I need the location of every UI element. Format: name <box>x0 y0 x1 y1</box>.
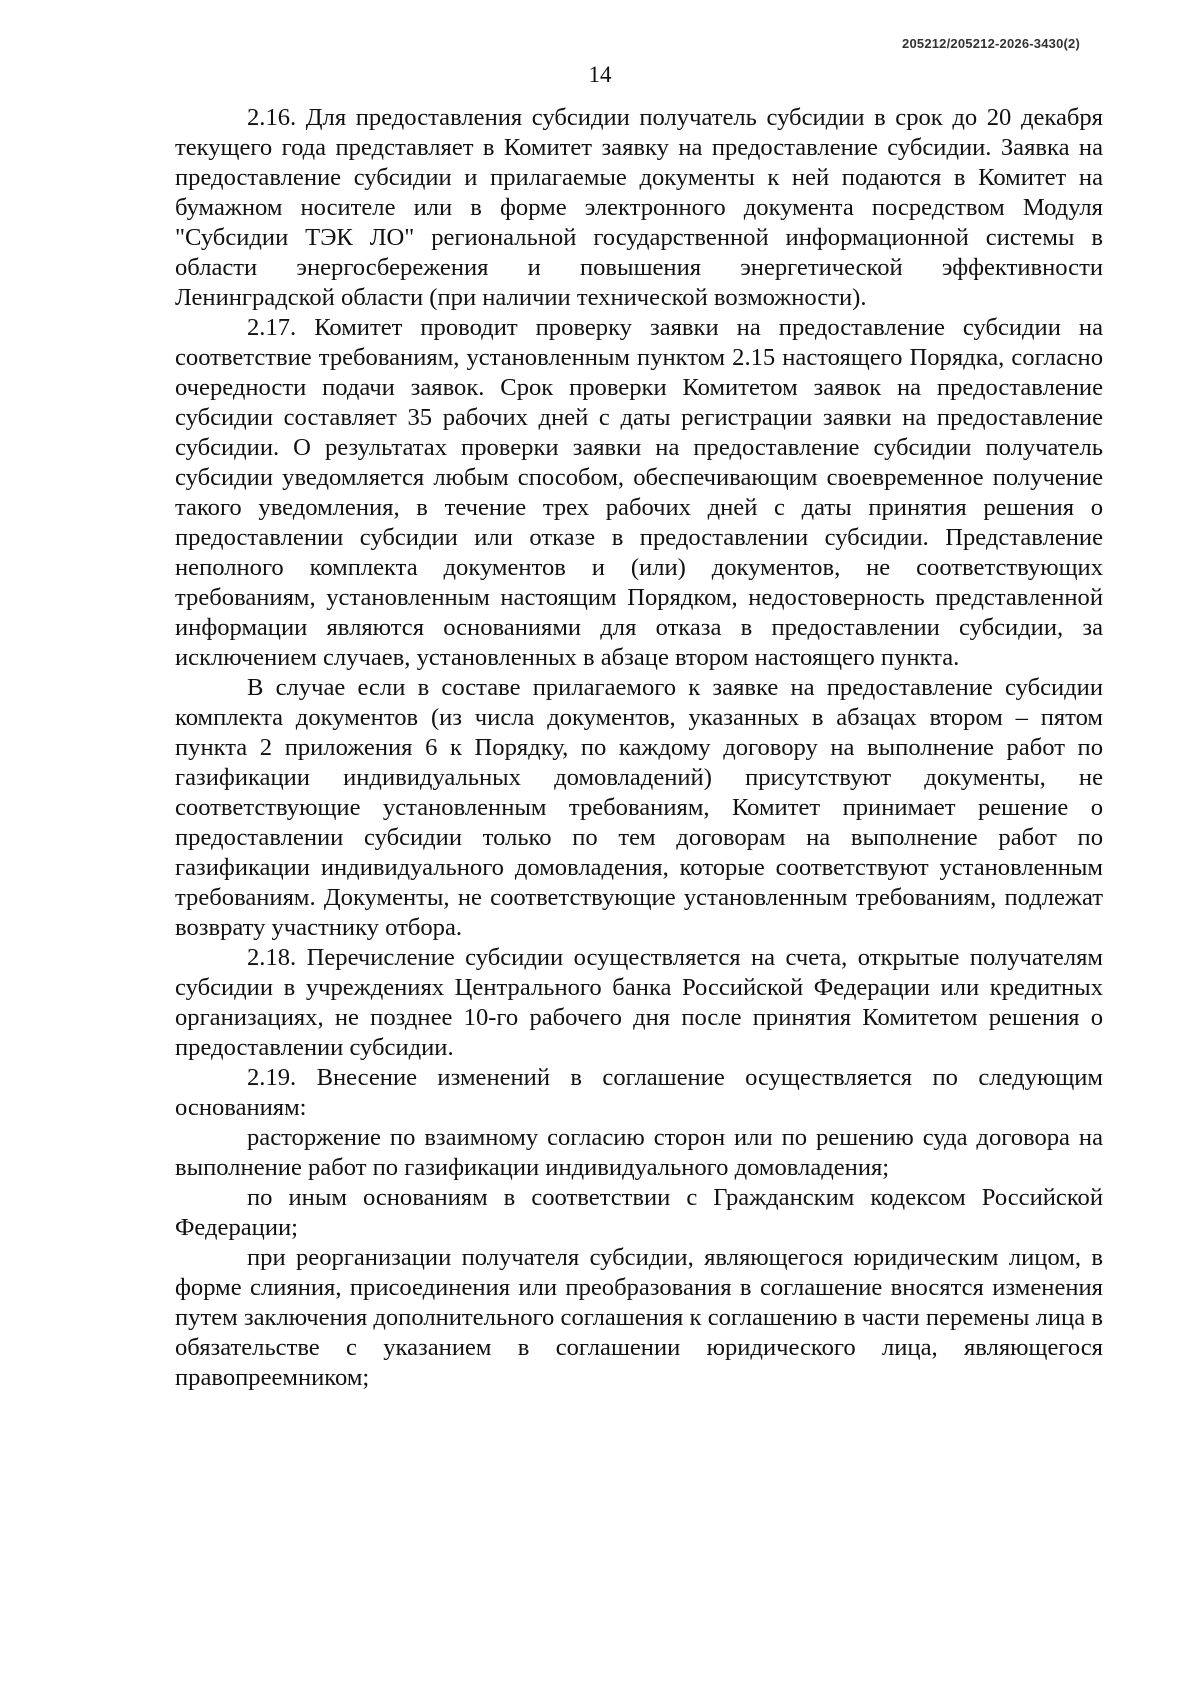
paragraph-2-19-item-3: при реорганизации получателя субсидии, являющегося юридическим лицом, в форме слияния, присоединения или преобразования в соглашение вносятся изменения путем заключения дополнительного соглашения к соглашению в части перемены лица в обязательстве с указанием в соглашении юридического лица, являющегося правопреемником; <box>175 1244 1103 1391</box>
paragraph-2-17: 2.17. Комитет проводит проверку заявки на предоставление субсидии на соответствие требованиям, установленным пунктом 2.15 настоящего Порядка, согласно очередности подачи заявок. Срок проверки Комитетом заявок на предоставление субсидии составляет 35 рабочих дней с даты регистрации заявки на предоставление субсидии. О результатах проверки заявки на предоставление субсидии получатель субсидии уведомляется любым способом, обеспечивающим своевременное получение такого уведомления, в течение трех рабочих дней с даты принятия решения о предоставлении субсидии или отказе в предоставлении субсидии. Представление неполного комплекта документов и (или) документов, не соответствующих требованиям, установленным настоящим Порядком, недостоверность представленной информации являются основаниями для отказа в предоставлении субсидии, за исключением случаев, установленных в абзаце втором настоящего пункта. <box>175 314 1103 671</box>
paragraph-2-19-item-2: по иным основаниям в соответствии с Гражданским кодексом Российской Федерации; <box>175 1184 1103 1241</box>
document-id: 205212/205212-2026-3430(2) <box>902 36 1080 51</box>
paragraph-2-18: 2.18. Перечисление субсидии осуществляется на счета, открытые получателям субсидии в учреждениях Центрального банка Российской Федерации или кредитных организациях, не позднее 10-го рабочего дня после принятия Комитетом решения о предоставлении субсидии. <box>175 944 1103 1061</box>
paragraph-2-19: 2.19. Внесение изменений в соглашение осуществляется по следующим основаниям: <box>175 1064 1103 1121</box>
page-number: 14 <box>588 62 612 87</box>
document-body <box>175 103 1103 1393</box>
paragraph-2-17-exception: В случае если в составе прилагаемого к заявке на предоставление субсидии комплекта документов (из числа документов, указанных в абзацах втором – пятом пункта 2 приложения 6 к Порядку, по каждому договору на выполнение работ по газификации индивидуальных домовладений) присутствуют документы, не соответствующие установленным требованиям, Комитет принимает решение о предоставлении субсидии только по тем договорам на выполнение работ по газификации индивидуального домовладения, которые соответствуют установленным требованиям. Документы, не соответствующие установленным требованиям, подлежат возврату участнику отбора. <box>175 674 1103 941</box>
paragraph-2-19-item-1: расторжение по взаимному согласию сторон или по решению суда договора на выполнение работ по газификации индивидуального домовладения; <box>175 1124 1103 1181</box>
paragraph-2-16: 2.16. Для предоставления субсидии получатель субсидии в срок до 20 декабря текущего года представляет в Комитет заявку на предоставление субсидии. Заявка на предоставление субсидии и прилагаемые документы к ней подаются в Комитет на бумажном носителе или в форме электронного документа посредством Модуля "Субсидии ТЭК ЛО" региональной государственной информационной системы в области энергосбережения и повышения энергетической эффективности Ленинградской области (при наличии технической возможности). <box>175 104 1103 311</box>
